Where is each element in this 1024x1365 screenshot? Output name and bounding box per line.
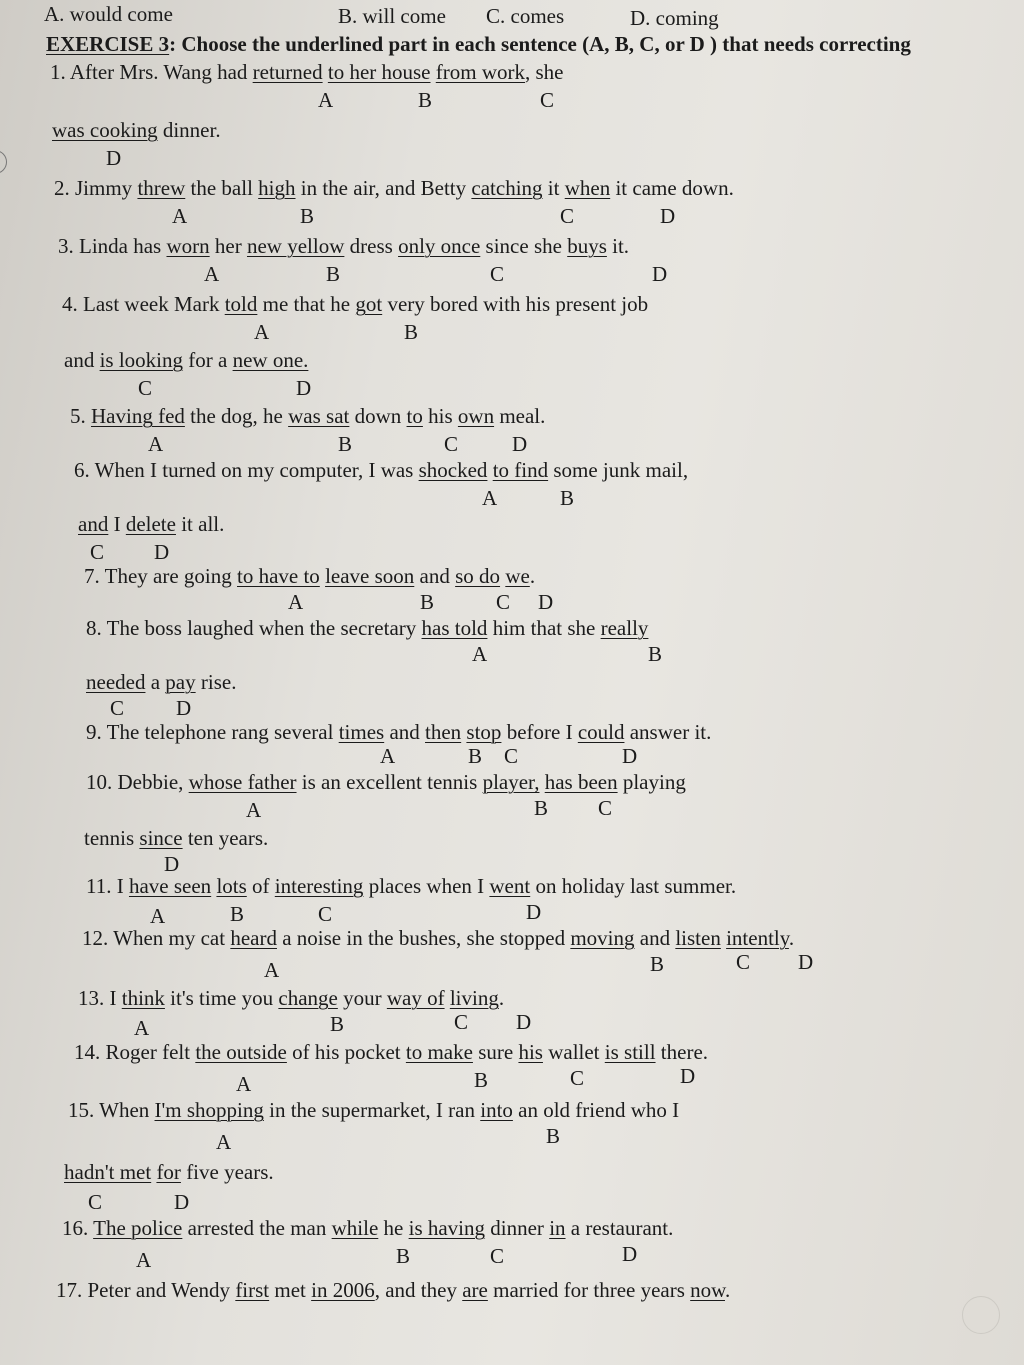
q4-label-c: C [138, 376, 153, 400]
question-2 [54, 176, 734, 200]
sentence-text: of [246, 874, 275, 898]
sentence-text: 4. Last week Mark [62, 292, 225, 316]
q3-label-b: B [326, 262, 341, 286]
q16-label-d: D [622, 1242, 638, 1266]
sentence-text: five years. [180, 1160, 274, 1184]
sentence-text: 16. [62, 1216, 94, 1240]
sentence-text: ten years. [182, 826, 269, 850]
sentence-text: dress [344, 234, 399, 258]
sentence-text: 8. The boss laughed when the secretary [86, 616, 422, 640]
question-11 [86, 874, 736, 898]
q8-label-c: C [110, 696, 125, 720]
underlined-segment: new yellow [246, 234, 345, 258]
question-7 [84, 564, 535, 588]
underlined-segment: threw [137, 176, 186, 200]
underlined-segment: only once [398, 234, 481, 258]
q2-label-d: D [660, 204, 676, 228]
sentence-text: , and they [374, 1278, 463, 1302]
sentence-text: 12. When my cat [82, 926, 231, 950]
underlined-segment: listen [675, 926, 721, 950]
underlined-segment: really [600, 616, 649, 640]
underlined-segment: The police [93, 1216, 183, 1240]
underlined-segment: to find [492, 458, 549, 482]
q16-label-a: A [136, 1248, 152, 1272]
underlined-segment: has told [421, 616, 488, 640]
underlined-segment: intently [726, 926, 789, 950]
q13-label-a: A [134, 1016, 150, 1040]
sentence-text: him that she [487, 616, 601, 640]
sentence-text: it's time you [164, 986, 279, 1010]
sentence-text: a restaurant. [565, 1216, 674, 1240]
underlined-segment: since [139, 826, 183, 850]
question-1-line-2 [52, 118, 221, 142]
sentence-text: 10. Debbie, [86, 770, 189, 794]
q2-label-a: A [172, 204, 188, 228]
sentence-text: . [498, 986, 505, 1010]
q12-label-a: A [264, 958, 280, 982]
q16-label-b: B [396, 1244, 411, 1268]
sentence-text: met [269, 1278, 312, 1302]
underlined-segment: times [338, 720, 385, 744]
q4-label-a: A [254, 320, 270, 344]
sentence-text: 5. [70, 404, 91, 428]
q14-label-b: B [474, 1068, 489, 1092]
q3-label-d: D [652, 262, 668, 286]
q2-label-c: C [560, 204, 575, 228]
sentence-text: there. [655, 1040, 709, 1064]
option-b: B. will come [338, 4, 446, 28]
sentence-text: tennis [84, 826, 140, 850]
sentence-text: 7. They are going [84, 564, 237, 588]
sentence-text: . [724, 1278, 731, 1302]
sentence-text: your [337, 986, 387, 1010]
q15-label-d: D [174, 1190, 190, 1214]
q14-label-d: D [680, 1064, 696, 1088]
underlined-segment: in [549, 1216, 566, 1240]
question-14 [74, 1040, 708, 1064]
sentence-text: rise. [195, 670, 237, 694]
underlined-segment: for [156, 1160, 181, 1184]
q15-label-b: B [546, 1124, 561, 1148]
sentence-text: 11. I [86, 874, 129, 898]
underlined-segment: heard [230, 926, 277, 950]
question-9 [86, 720, 711, 744]
question-16 [62, 1216, 673, 1240]
question-12 [82, 926, 794, 950]
underlined-segment: is still [604, 1040, 656, 1064]
sentence-text: 3. Linda has [58, 234, 167, 258]
sentence-text: of his pocket [286, 1040, 406, 1064]
faint-stamp [962, 1296, 1000, 1334]
sentence-text: . [788, 926, 795, 950]
sentence-text: me that he [257, 292, 356, 316]
sentence-text: some junk mail, [548, 458, 689, 482]
sentence-text: 2. Jimmy [54, 176, 138, 200]
q4-label-b: B [404, 320, 419, 344]
q9-label-a: A [380, 744, 396, 768]
q6-label-b: B [560, 486, 575, 510]
q9-label-c: C [504, 744, 519, 768]
sentence-text: meal. [494, 404, 546, 428]
underlined-segment: while [331, 1216, 379, 1240]
underlined-segment: into [480, 1098, 513, 1122]
underlined-segment: way of [386, 986, 445, 1010]
q12-label-c: C [736, 950, 751, 974]
underlined-segment: pay [165, 670, 196, 694]
sentence-text: in the air, and Betty [295, 176, 472, 200]
q7-label-b: B [420, 590, 435, 614]
question-4-line-1 [62, 292, 648, 316]
underlined-segment: the outside [195, 1040, 287, 1064]
q11-label-b: B [230, 902, 245, 926]
q11-label-a: A [150, 904, 166, 928]
sentence-text: sure [472, 1040, 519, 1064]
sentence-text: it came down. [610, 176, 734, 200]
underlined-segment: needed [86, 670, 146, 694]
underlined-segment: when [564, 176, 611, 200]
q5-label-b: B [338, 432, 353, 456]
q14-label-c: C [570, 1066, 585, 1090]
q7-label-c: C [496, 590, 511, 614]
sentence-text: is an excellent tennis [296, 770, 483, 794]
underlined-segment: has been [544, 770, 618, 794]
sentence-text: and [414, 564, 456, 588]
underlined-segment: to her house [327, 60, 431, 84]
sentence-text: married for three years [487, 1278, 691, 1302]
sentence-text: places when I [363, 874, 490, 898]
sentence-text: 15. When [68, 1098, 155, 1122]
underlined-segment: living [449, 986, 499, 1010]
exercise-header [46, 32, 911, 56]
underlined-segment: new one. [232, 348, 309, 372]
sentence-text: and [634, 926, 676, 950]
q1-label-d: D [106, 146, 122, 170]
q5-label-d: D [512, 432, 528, 456]
sentence-text: the ball [185, 176, 259, 200]
sentence-text: I [108, 512, 126, 536]
sentence-text: down [349, 404, 407, 428]
q11-label-d: D [526, 900, 542, 924]
sentence-text: 14. Roger felt [74, 1040, 196, 1064]
sentence-text: 6. When I turned on my computer, I was [74, 458, 419, 482]
sentence-text: it. [606, 234, 630, 258]
q3-label-a: A [204, 262, 220, 286]
question-13 [78, 986, 504, 1010]
underlined-segment: moving [570, 926, 635, 950]
sentence-text: a [145, 670, 166, 694]
q8-label-a: A [472, 642, 488, 666]
q5-label-a: A [148, 432, 164, 456]
sentence-text: in the supermarket, I ran [263, 1098, 481, 1122]
underlined-segment: delete [125, 512, 176, 536]
q6-label-c: C [90, 540, 105, 564]
sentence-text: it all. [175, 512, 225, 536]
underlined-segment: we [505, 564, 530, 588]
sentence-text: her [209, 234, 247, 258]
underlined-segment: worn [166, 234, 210, 258]
question-10-line-2 [84, 826, 268, 850]
question-17 [56, 1278, 730, 1302]
underlined-segment: high [258, 176, 296, 200]
underlined-segment: own [457, 404, 495, 428]
q9-label-d: D [622, 744, 638, 768]
question-8-line-2 [86, 670, 236, 694]
q16-label-c: C [490, 1244, 505, 1268]
underlined-segment: from work [435, 60, 525, 84]
underlined-segment: Having fed [91, 404, 185, 428]
underlined-segment: returned [252, 60, 323, 84]
option-d: D. coming [630, 6, 719, 30]
sentence-text: for a [183, 348, 233, 372]
underlined-segment: told [224, 292, 258, 316]
underlined-segment: stop [466, 720, 502, 744]
sentence-text: a noise in the bushes, she stopped [276, 926, 571, 950]
q11-label-c: C [318, 902, 333, 926]
underlined-segment: buys [567, 234, 607, 258]
underlined-segment: then [425, 720, 462, 744]
q1-label-b: B [418, 88, 433, 112]
sentence-text: wallet [542, 1040, 605, 1064]
sentence-text: on holiday last summer. [530, 874, 737, 898]
sentence-text: arrested the man [182, 1216, 332, 1240]
sentence-text: the dog, he [184, 404, 289, 428]
q13-label-c: C [454, 1010, 469, 1034]
sentence-text: dinner [485, 1216, 550, 1240]
underlined-segment: and [78, 512, 109, 536]
sentence-text: very bored with his present job [382, 292, 649, 316]
underlined-segment: is having [408, 1216, 486, 1240]
question-15-line-1 [68, 1098, 679, 1122]
question-6-line-2 [78, 512, 224, 536]
q3-label-c: C [490, 262, 505, 286]
q8-label-d: D [176, 696, 192, 720]
sentence-text: answer it. [624, 720, 712, 744]
underlined-segment: could [577, 720, 625, 744]
underlined-segment: hadn't met [64, 1160, 152, 1184]
question-4-line-2 [64, 348, 308, 372]
q10-label-d: D [164, 852, 180, 876]
sentence-text: he [378, 1216, 409, 1240]
q7-label-d: D [538, 590, 554, 614]
sentence-text: 17. Peter and Wendy [56, 1278, 236, 1302]
underlined-segment: to [406, 404, 423, 428]
q4-label-d: D [296, 376, 312, 400]
question-8-line-1 [86, 616, 648, 640]
underlined-segment: to have to [237, 564, 320, 588]
underlined-segment: leave soon [325, 564, 415, 588]
sentence-text: 9. The telephone rang several [86, 720, 339, 744]
sentence-text: and [384, 720, 426, 744]
q14-label-a: A [236, 1072, 252, 1096]
sentence-text: before I [501, 720, 578, 744]
question-6-line-1 [74, 458, 688, 482]
underlined-segment: so do [455, 564, 501, 588]
underlined-segment: shocked [418, 458, 488, 482]
question-1-line-1 [50, 60, 564, 84]
q6-label-a: A [482, 486, 498, 510]
q2-label-b: B [300, 204, 315, 228]
question-3 [58, 234, 629, 258]
underlined-segment: lots [216, 874, 247, 898]
q1-label-c: C [540, 88, 555, 112]
question-5 [70, 404, 545, 428]
underlined-segment: catching [471, 176, 543, 200]
option-a: A. would come [44, 2, 173, 26]
q6-label-d: D [154, 540, 170, 564]
q13-label-b: B [330, 1012, 345, 1036]
q10-label-b: B [534, 796, 549, 820]
q12-label-b: B [650, 952, 665, 976]
q8-label-b: B [648, 642, 663, 666]
underlined-segment: player, [482, 770, 540, 794]
underlined-segment: are [462, 1278, 488, 1302]
q1-label-a: A [318, 88, 334, 112]
sentence-text: playing [617, 770, 686, 794]
underlined-segment: in 2006 [311, 1278, 375, 1302]
sentence-text: dinner. [157, 118, 221, 142]
underlined-segment: first [235, 1278, 270, 1302]
underlined-segment: went [489, 874, 531, 898]
sentence-text: 13. I [78, 986, 122, 1010]
underlined-segment: whose father [188, 770, 297, 794]
sentence-text: 1. After Mrs. Wang had [50, 60, 253, 84]
sentence-text: . [529, 564, 536, 588]
pen-mark [0, 150, 7, 174]
q15-label-a: A [216, 1130, 232, 1154]
underlined-segment: his [518, 1040, 543, 1064]
underlined-segment: got [355, 292, 383, 316]
q12-label-d: D [798, 950, 814, 974]
q7-label-a: A [288, 590, 304, 614]
underlined-segment: think [121, 986, 165, 1010]
question-15-line-2 [64, 1160, 274, 1184]
option-c: C. comes [486, 4, 565, 28]
sentence-text: his [422, 404, 458, 428]
sentence-text: and [64, 348, 100, 372]
underlined-segment: to make [405, 1040, 473, 1064]
underlined-segment: I'm shopping [154, 1098, 264, 1122]
sentence-text: since she [480, 234, 568, 258]
underlined-segment: have seen [128, 874, 212, 898]
underlined-segment: was sat [288, 404, 350, 428]
underlined-segment: now [690, 1278, 725, 1302]
sentence-text: it [542, 176, 565, 200]
q13-label-d: D [516, 1010, 532, 1034]
exercise-title: EXERCISE 3 [46, 32, 170, 56]
question-10-line-1 [86, 770, 686, 794]
q9-label-b: B [468, 744, 483, 768]
underlined-segment: was cooking [52, 118, 158, 142]
underlined-segment: is looking [99, 348, 184, 372]
exercise-instruction: : Choose the underlined part in each sentence (A, B, C, or D ) that needs correcting [169, 32, 911, 56]
sentence-text: , she [525, 60, 564, 84]
q10-label-a: A [246, 798, 262, 822]
underlined-segment: change [278, 986, 338, 1010]
q10-label-c: C [598, 796, 613, 820]
q5-label-c: C [444, 432, 459, 456]
q15-label-c: C [88, 1190, 103, 1214]
underlined-segment: interesting [274, 874, 364, 898]
sentence-text: an old friend who I [512, 1098, 680, 1122]
